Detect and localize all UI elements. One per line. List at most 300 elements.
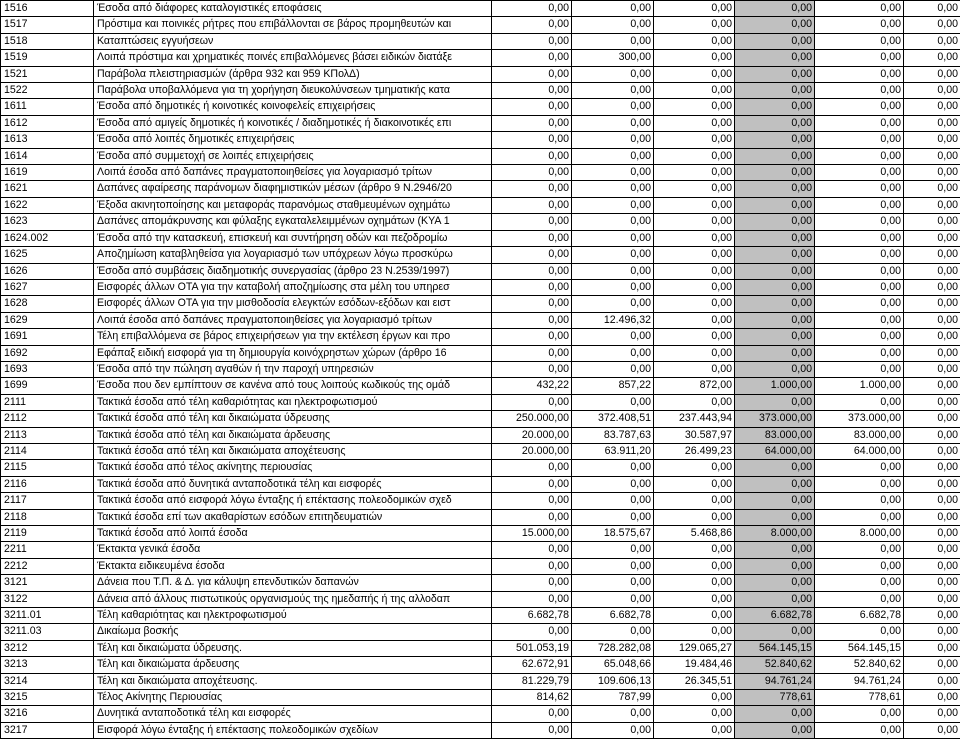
cell-description[interactable]: Λοιπά έσοδα από δαπάνες πραγματοποιηθείσες για λογαριασμό τρίτων xyxy=(94,312,492,328)
cell-value-2[interactable]: 65.048,66 xyxy=(572,657,654,673)
cell-code[interactable]: 1691 xyxy=(1,329,94,345)
cell-value-6[interactable]: 0,00 xyxy=(904,279,960,295)
cell-value-3[interactable]: 0,00 xyxy=(654,460,735,476)
cell-value-5[interactable]: 0,00 xyxy=(815,296,904,312)
cell-value-3[interactable]: 30.587,97 xyxy=(654,427,735,443)
cell-value-2[interactable]: 0,00 xyxy=(572,230,654,246)
cell-value-4[interactable]: 0,00 xyxy=(735,706,815,722)
cell-code[interactable]: 1627 xyxy=(1,279,94,295)
cell-code[interactable]: 1517 xyxy=(1,17,94,33)
cell-value-6[interactable]: 0,00 xyxy=(904,361,960,377)
cell-value-2[interactable]: 0,00 xyxy=(572,329,654,345)
cell-value-4[interactable]: 0,00 xyxy=(735,575,815,591)
cell-code[interactable]: 3214 xyxy=(1,673,94,689)
cell-value-5[interactable]: 0,00 xyxy=(815,591,904,607)
cell-value-6[interactable]: 0,00 xyxy=(904,411,960,427)
cell-value-4[interactable]: 6.682,78 xyxy=(735,608,815,624)
cell-description[interactable]: Δικαίωμα βοσκής xyxy=(94,624,492,640)
cell-value-2[interactable]: 0,00 xyxy=(572,279,654,295)
cell-value-1[interactable]: 0,00 xyxy=(492,575,572,591)
cell-description[interactable]: Έκτακτα γενικά έσοδα xyxy=(94,542,492,558)
cell-code[interactable]: 1619 xyxy=(1,165,94,181)
cell-value-2[interactable]: 372.408,51 xyxy=(572,411,654,427)
cell-value-2[interactable]: 0,00 xyxy=(572,115,654,131)
cell-value-5[interactable]: 0,00 xyxy=(815,624,904,640)
cell-value-3[interactable]: 0,00 xyxy=(654,50,735,66)
cell-code[interactable]: 3217 xyxy=(1,722,94,738)
cell-code[interactable]: 2212 xyxy=(1,558,94,574)
cell-description[interactable]: Τέλη καθαριότητας και ηλεκτροφωτισμού xyxy=(94,608,492,624)
cell-value-6[interactable]: 0,00 xyxy=(904,640,960,656)
cell-value-2[interactable]: 109.606,13 xyxy=(572,673,654,689)
cell-value-3[interactable]: 0,00 xyxy=(654,624,735,640)
cell-value-6[interactable]: 0,00 xyxy=(904,591,960,607)
cell-value-6[interactable]: 0,00 xyxy=(904,50,960,66)
cell-value-6[interactable]: 0,00 xyxy=(904,509,960,525)
cell-value-2[interactable]: 0,00 xyxy=(572,214,654,230)
cell-value-2[interactable]: 6.682,78 xyxy=(572,608,654,624)
cell-value-1[interactable]: 0,00 xyxy=(492,329,572,345)
cell-code[interactable]: 1699 xyxy=(1,378,94,394)
cell-value-5[interactable]: 0,00 xyxy=(815,50,904,66)
cell-value-4[interactable]: 0,00 xyxy=(735,1,815,17)
cell-value-3[interactable]: 0,00 xyxy=(654,591,735,607)
cell-value-5[interactable]: 0,00 xyxy=(815,148,904,164)
cell-value-4[interactable]: 8.000,00 xyxy=(735,526,815,542)
cell-code[interactable]: 1629 xyxy=(1,312,94,328)
cell-value-1[interactable]: 0,00 xyxy=(492,83,572,99)
cell-value-2[interactable]: 0,00 xyxy=(572,263,654,279)
cell-value-6[interactable]: 0,00 xyxy=(904,33,960,49)
cell-value-3[interactable]: 5.468,86 xyxy=(654,526,735,542)
cell-value-4[interactable]: 0,00 xyxy=(735,722,815,738)
cell-value-1[interactable]: 6.682,78 xyxy=(492,608,572,624)
cell-value-6[interactable]: 0,00 xyxy=(904,526,960,542)
cell-code[interactable]: 3215 xyxy=(1,690,94,706)
cell-value-2[interactable]: 300,00 xyxy=(572,50,654,66)
cell-value-3[interactable]: 0,00 xyxy=(654,542,735,558)
cell-value-2[interactable]: 0,00 xyxy=(572,558,654,574)
cell-code[interactable]: 1692 xyxy=(1,345,94,361)
cell-value-5[interactable]: 0,00 xyxy=(815,99,904,115)
cell-value-1[interactable]: 0,00 xyxy=(492,476,572,492)
cell-value-2[interactable]: 0,00 xyxy=(572,148,654,164)
cell-value-2[interactable]: 0,00 xyxy=(572,624,654,640)
cell-description[interactable]: Έσοδα από αμιγείς δημοτικές ή κοινοτικές / διαδημοτικές ή διακοινοτικές επι xyxy=(94,115,492,131)
cell-value-5[interactable]: 64.000,00 xyxy=(815,443,904,459)
cell-value-4[interactable]: 0,00 xyxy=(735,99,815,115)
cell-value-5[interactable]: 0,00 xyxy=(815,279,904,295)
cell-code[interactable]: 1626 xyxy=(1,263,94,279)
cell-value-5[interactable]: 0,00 xyxy=(815,476,904,492)
cell-value-2[interactable]: 0,00 xyxy=(572,706,654,722)
cell-value-3[interactable]: 0,00 xyxy=(654,296,735,312)
cell-value-5[interactable]: 0,00 xyxy=(815,17,904,33)
cell-value-2[interactable]: 0,00 xyxy=(572,361,654,377)
cell-value-6[interactable]: 0,00 xyxy=(904,657,960,673)
cell-code[interactable]: 2115 xyxy=(1,460,94,476)
cell-value-5[interactable]: 0,00 xyxy=(815,263,904,279)
cell-value-2[interactable]: 0,00 xyxy=(572,83,654,99)
cell-value-4[interactable]: 564.145,15 xyxy=(735,640,815,656)
cell-value-6[interactable]: 0,00 xyxy=(904,608,960,624)
cell-value-2[interactable]: 0,00 xyxy=(572,394,654,410)
cell-value-4[interactable]: 0,00 xyxy=(735,476,815,492)
cell-description[interactable]: Έσοδα από διάφορες καταλογιστικές εποφάσεις xyxy=(94,1,492,17)
cell-value-4[interactable]: 94.761,24 xyxy=(735,673,815,689)
cell-value-3[interactable]: 0,00 xyxy=(654,148,735,164)
cell-value-1[interactable]: 0,00 xyxy=(492,312,572,328)
cell-description[interactable]: Εφάπαξ ειδική εισφορά για τη δημιουργία κοινόχρηστων χώρων (άρθρο 16 xyxy=(94,345,492,361)
cell-description[interactable]: Δαπάνες αφαίρεσης παράνομων διαφημιστικών μέσων (άρθρο 9 Ν.2946/20 xyxy=(94,181,492,197)
cell-value-3[interactable]: 129.065,27 xyxy=(654,640,735,656)
cell-value-6[interactable]: 0,00 xyxy=(904,214,960,230)
cell-value-4[interactable]: 0,00 xyxy=(735,66,815,82)
cell-value-5[interactable]: 0,00 xyxy=(815,706,904,722)
cell-value-4[interactable]: 0,00 xyxy=(735,493,815,509)
cell-value-6[interactable]: 0,00 xyxy=(904,115,960,131)
cell-value-3[interactable]: 0,00 xyxy=(654,132,735,148)
cell-value-1[interactable]: 0,00 xyxy=(492,361,572,377)
cell-value-1[interactable]: 0,00 xyxy=(492,279,572,295)
cell-value-4[interactable]: 0,00 xyxy=(735,165,815,181)
cell-value-2[interactable]: 0,00 xyxy=(572,722,654,738)
cell-code[interactable]: 1518 xyxy=(1,33,94,49)
cell-value-2[interactable]: 63.911,20 xyxy=(572,443,654,459)
cell-value-5[interactable]: 0,00 xyxy=(815,558,904,574)
cell-value-2[interactable]: 0,00 xyxy=(572,509,654,525)
cell-description[interactable]: Τακτικά έσοδα από τέλη και δικαιώματα ύδρευσης xyxy=(94,411,492,427)
cell-value-1[interactable]: 0,00 xyxy=(492,148,572,164)
cell-value-3[interactable]: 0,00 xyxy=(654,66,735,82)
cell-value-5[interactable]: 0,00 xyxy=(815,575,904,591)
cell-value-5[interactable]: 373.000,00 xyxy=(815,411,904,427)
cell-value-5[interactable]: 0,00 xyxy=(815,493,904,509)
cell-value-1[interactable]: 0,00 xyxy=(492,1,572,17)
cell-value-3[interactable]: 0,00 xyxy=(654,33,735,49)
cell-value-1[interactable]: 0,00 xyxy=(492,247,572,263)
cell-value-3[interactable]: 0,00 xyxy=(654,493,735,509)
cell-value-4[interactable]: 0,00 xyxy=(735,279,815,295)
cell-value-1[interactable]: 20.000,00 xyxy=(492,427,572,443)
cell-value-3[interactable]: 26.499,23 xyxy=(654,443,735,459)
cell-value-5[interactable]: 0,00 xyxy=(815,345,904,361)
cell-value-6[interactable]: 0,00 xyxy=(904,690,960,706)
cell-value-5[interactable]: 52.840,62 xyxy=(815,657,904,673)
cell-value-6[interactable]: 0,00 xyxy=(904,460,960,476)
cell-value-1[interactable]: 81.229,79 xyxy=(492,673,572,689)
cell-value-1[interactable]: 0,00 xyxy=(492,706,572,722)
cell-value-1[interactable]: 0,00 xyxy=(492,214,572,230)
cell-code[interactable]: 1621 xyxy=(1,181,94,197)
cell-value-6[interactable]: 0,00 xyxy=(904,312,960,328)
cell-value-6[interactable]: 0,00 xyxy=(904,394,960,410)
cell-value-1[interactable]: 0,00 xyxy=(492,509,572,525)
cell-value-5[interactable]: 564.145,15 xyxy=(815,640,904,656)
cell-value-2[interactable]: 0,00 xyxy=(572,165,654,181)
cell-description[interactable]: Τακτικά έσοδα από τέλη και δικαιώματα άρδευσης xyxy=(94,427,492,443)
cell-description[interactable]: Έσοδα από την κατασκευή, επισκευή και συντήρηση οδών και πεζοδρομίω xyxy=(94,230,492,246)
cell-value-4[interactable]: 0,00 xyxy=(735,460,815,476)
cell-description[interactable]: Δάνεια που Τ.Π. & Δ. για κάλυψη επενδυτικών δαπανών xyxy=(94,575,492,591)
cell-value-5[interactable]: 0,00 xyxy=(815,230,904,246)
cell-description[interactable]: Παράβολα υποβαλλόμενα για τη χορήγηση διευκολύνσεων τμηματικής κατα xyxy=(94,83,492,99)
cell-value-5[interactable]: 0,00 xyxy=(815,115,904,131)
cell-value-3[interactable]: 0,00 xyxy=(654,345,735,361)
cell-value-3[interactable]: 0,00 xyxy=(654,394,735,410)
cell-value-4[interactable]: 0,00 xyxy=(735,132,815,148)
cell-value-6[interactable]: 0,00 xyxy=(904,722,960,738)
cell-value-6[interactable]: 0,00 xyxy=(904,624,960,640)
cell-value-4[interactable]: 0,00 xyxy=(735,115,815,131)
cell-value-1[interactable]: 15.000,00 xyxy=(492,526,572,542)
cell-value-1[interactable]: 0,00 xyxy=(492,296,572,312)
cell-value-6[interactable]: 0,00 xyxy=(904,296,960,312)
cell-value-1[interactable]: 0,00 xyxy=(492,197,572,213)
cell-code[interactable]: 2116 xyxy=(1,476,94,492)
cell-value-1[interactable]: 0,00 xyxy=(492,263,572,279)
cell-value-2[interactable]: 0,00 xyxy=(572,17,654,33)
cell-description[interactable]: Τέλη και δικαιώματα άρδευσης xyxy=(94,657,492,673)
cell-value-4[interactable]: 0,00 xyxy=(735,83,815,99)
cell-value-2[interactable]: 0,00 xyxy=(572,132,654,148)
cell-value-1[interactable]: 0,00 xyxy=(492,542,572,558)
cell-value-5[interactable]: 0,00 xyxy=(815,66,904,82)
cell-value-5[interactable]: 0,00 xyxy=(815,132,904,148)
cell-value-1[interactable]: 0,00 xyxy=(492,165,572,181)
cell-code[interactable]: 1693 xyxy=(1,361,94,377)
cell-value-1[interactable]: 432,22 xyxy=(492,378,572,394)
cell-description[interactable]: Τακτικά έσοδα επί των ακαθαρίστων εσόδων επιτηδευματιών xyxy=(94,509,492,525)
cell-value-6[interactable]: 0,00 xyxy=(904,476,960,492)
cell-code[interactable]: 3213 xyxy=(1,657,94,673)
cell-code[interactable]: 2117 xyxy=(1,493,94,509)
cell-value-4[interactable]: 0,00 xyxy=(735,558,815,574)
cell-value-2[interactable]: 787,99 xyxy=(572,690,654,706)
cell-code[interactable]: 1625 xyxy=(1,247,94,263)
cell-code[interactable]: 1519 xyxy=(1,50,94,66)
cell-code[interactable]: 2119 xyxy=(1,526,94,542)
cell-value-6[interactable]: 0,00 xyxy=(904,673,960,689)
cell-value-6[interactable]: 0,00 xyxy=(904,493,960,509)
cell-value-4[interactable]: 64.000,00 xyxy=(735,443,815,459)
cell-description[interactable]: Τέλη και δικαιώματα αποχέτευσης. xyxy=(94,673,492,689)
cell-value-4[interactable]: 0,00 xyxy=(735,345,815,361)
cell-value-5[interactable]: 94.761,24 xyxy=(815,673,904,689)
cell-value-1[interactable]: 0,00 xyxy=(492,591,572,607)
cell-code[interactable]: 1611 xyxy=(1,99,94,115)
cell-value-6[interactable]: 0,00 xyxy=(904,132,960,148)
cell-code[interactable]: 1612 xyxy=(1,115,94,131)
cell-code[interactable]: 1622 xyxy=(1,197,94,213)
cell-value-4[interactable]: 0,00 xyxy=(735,230,815,246)
cell-value-5[interactable]: 0,00 xyxy=(815,361,904,377)
cell-value-3[interactable]: 0,00 xyxy=(654,690,735,706)
cell-value-3[interactable]: 0,00 xyxy=(654,247,735,263)
cell-value-3[interactable]: 0,00 xyxy=(654,608,735,624)
cell-value-3[interactable]: 0,00 xyxy=(654,329,735,345)
cell-code[interactable]: 2118 xyxy=(1,509,94,525)
cell-description[interactable]: Τέλος Ακίνητης Περιουσίας xyxy=(94,690,492,706)
cell-value-6[interactable]: 0,00 xyxy=(904,378,960,394)
cell-value-2[interactable]: 0,00 xyxy=(572,181,654,197)
cell-value-6[interactable]: 0,00 xyxy=(904,181,960,197)
cell-description[interactable]: Παράβολα πλειστηριασμών (άρθρα 932 και 959 ΚΠολΔ) xyxy=(94,66,492,82)
cell-description[interactable]: Έσοδα από συμμετοχή σε λοιπές επιχειρήσεις xyxy=(94,148,492,164)
cell-value-4[interactable]: 0,00 xyxy=(735,263,815,279)
cell-value-4[interactable]: 0,00 xyxy=(735,361,815,377)
cell-code[interactable]: 1614 xyxy=(1,148,94,164)
cell-code[interactable]: 3122 xyxy=(1,591,94,607)
cell-description[interactable]: Τακτικά έσοδα από λοιπά έσοδα xyxy=(94,526,492,542)
cell-value-4[interactable]: 0,00 xyxy=(735,624,815,640)
cell-value-1[interactable]: 0,00 xyxy=(492,345,572,361)
cell-value-3[interactable]: 26.345,51 xyxy=(654,673,735,689)
cell-value-3[interactable]: 19.484,46 xyxy=(654,657,735,673)
cell-value-1[interactable]: 0,00 xyxy=(492,181,572,197)
cell-value-3[interactable]: 0,00 xyxy=(654,1,735,17)
cell-value-5[interactable]: 0,00 xyxy=(815,247,904,263)
cell-value-1[interactable]: 814,62 xyxy=(492,690,572,706)
cell-value-6[interactable]: 0,00 xyxy=(904,706,960,722)
cell-value-5[interactable]: 0,00 xyxy=(815,312,904,328)
cell-value-2[interactable]: 0,00 xyxy=(572,1,654,17)
cell-value-6[interactable]: 0,00 xyxy=(904,329,960,345)
cell-code[interactable]: 3216 xyxy=(1,706,94,722)
cell-value-2[interactable]: 0,00 xyxy=(572,460,654,476)
cell-description[interactable]: Λοιπά έσοδα από δαπάνες πραγματοποιηθείσες για λογαριασμό τρίτων xyxy=(94,165,492,181)
cell-value-3[interactable]: 0,00 xyxy=(654,165,735,181)
cell-description[interactable]: Δυνητικά ανταποδοτικά τέλη και εισφορές xyxy=(94,706,492,722)
cell-value-4[interactable]: 0,00 xyxy=(735,591,815,607)
cell-description[interactable]: Έξοδα ακινητοποίησης και μεταφοράς παρανόμως σταθμευμένων οχημάτω xyxy=(94,197,492,213)
cell-value-2[interactable]: 0,00 xyxy=(572,591,654,607)
cell-value-2[interactable]: 0,00 xyxy=(572,99,654,115)
cell-code[interactable]: 3211.03 xyxy=(1,624,94,640)
cell-value-6[interactable]: 0,00 xyxy=(904,443,960,459)
cell-value-1[interactable]: 0,00 xyxy=(492,33,572,49)
cell-value-5[interactable]: 0,00 xyxy=(815,83,904,99)
cell-code[interactable]: 1516 xyxy=(1,1,94,17)
cell-description[interactable]: Τακτικά έσοδα από τέλη και δικαιώματα αποχέτευσης xyxy=(94,443,492,459)
cell-description[interactable]: Δάνεια από άλλους πιστωτικούς οργανισμούς της ημεδαπής ή της αλλοδαπ xyxy=(94,591,492,607)
cell-code[interactable]: 3121 xyxy=(1,575,94,591)
cell-value-2[interactable]: 0,00 xyxy=(572,345,654,361)
cell-code[interactable]: 1613 xyxy=(1,132,94,148)
cell-value-6[interactable]: 0,00 xyxy=(904,558,960,574)
cell-description[interactable]: Καταπτώσεις εγγυήσεων xyxy=(94,33,492,49)
cell-value-3[interactable]: 0,00 xyxy=(654,83,735,99)
cell-value-1[interactable]: 62.672,91 xyxy=(492,657,572,673)
cell-value-1[interactable]: 0,00 xyxy=(492,50,572,66)
cell-value-5[interactable]: 0,00 xyxy=(815,394,904,410)
cell-value-1[interactable]: 501.053,19 xyxy=(492,640,572,656)
cell-description[interactable]: Τακτικά έσοδα από εισφορά λόγω ένταξης ή επέκτασης πολεοδομικών σχεδ xyxy=(94,493,492,509)
cell-value-4[interactable]: 0,00 xyxy=(735,542,815,558)
cell-value-3[interactable]: 0,00 xyxy=(654,706,735,722)
cell-value-2[interactable]: 0,00 xyxy=(572,66,654,82)
cell-value-5[interactable]: 0,00 xyxy=(815,214,904,230)
cell-value-6[interactable]: 0,00 xyxy=(904,263,960,279)
cell-value-3[interactable]: 0,00 xyxy=(654,722,735,738)
cell-value-1[interactable]: 250.000,00 xyxy=(492,411,572,427)
cell-code[interactable]: 2211 xyxy=(1,542,94,558)
cell-value-6[interactable]: 0,00 xyxy=(904,345,960,361)
cell-value-3[interactable]: 0,00 xyxy=(654,214,735,230)
cell-value-6[interactable]: 0,00 xyxy=(904,148,960,164)
cell-value-3[interactable]: 0,00 xyxy=(654,361,735,377)
cell-value-5[interactable]: 0,00 xyxy=(815,181,904,197)
cell-value-5[interactable]: 778,61 xyxy=(815,690,904,706)
cell-code[interactable]: 1624.002 xyxy=(1,230,94,246)
cell-value-5[interactable]: 6.682,78 xyxy=(815,608,904,624)
cell-value-4[interactable]: 0,00 xyxy=(735,509,815,525)
cell-value-4[interactable]: 0,00 xyxy=(735,296,815,312)
cell-value-1[interactable]: 0,00 xyxy=(492,17,572,33)
cell-description[interactable]: Τέλη επιβαλλόμενα σε βάρος επιχειρήσεων για την εκτέλεση έργων και προ xyxy=(94,329,492,345)
cell-value-3[interactable]: 0,00 xyxy=(654,263,735,279)
cell-value-1[interactable]: 0,00 xyxy=(492,132,572,148)
cell-description[interactable]: Τέλη και δικαιώματα ύδρευσης. xyxy=(94,640,492,656)
cell-value-5[interactable]: 0,00 xyxy=(815,460,904,476)
cell-value-3[interactable]: 0,00 xyxy=(654,476,735,492)
cell-value-4[interactable]: 0,00 xyxy=(735,50,815,66)
cell-value-1[interactable]: 0,00 xyxy=(492,558,572,574)
cell-description[interactable]: Αποζημίωση καταβληθείσα για λογαριασμό των υπόχρεων λόγω προσκύρω xyxy=(94,247,492,263)
cell-value-3[interactable]: 0,00 xyxy=(654,99,735,115)
cell-value-4[interactable]: 778,61 xyxy=(735,690,815,706)
cell-value-3[interactable]: 0,00 xyxy=(654,312,735,328)
cell-value-6[interactable]: 0,00 xyxy=(904,247,960,263)
cell-value-4[interactable]: 0,00 xyxy=(735,394,815,410)
cell-value-5[interactable]: 8.000,00 xyxy=(815,526,904,542)
cell-description[interactable]: Εισφορές άλλων ΟΤΑ για την μισθοδοσία ελεγκτών εσόδων-εξόδων και ειστ xyxy=(94,296,492,312)
cell-value-2[interactable]: 0,00 xyxy=(572,197,654,213)
cell-value-1[interactable]: 20.000,00 xyxy=(492,443,572,459)
cell-value-6[interactable]: 0,00 xyxy=(904,66,960,82)
cell-value-4[interactable]: 0,00 xyxy=(735,148,815,164)
cell-value-6[interactable]: 0,00 xyxy=(904,575,960,591)
cell-value-3[interactable]: 0,00 xyxy=(654,17,735,33)
cell-value-5[interactable]: 0,00 xyxy=(815,722,904,738)
cell-value-1[interactable]: 0,00 xyxy=(492,722,572,738)
cell-code[interactable]: 3211.01 xyxy=(1,608,94,624)
cell-value-4[interactable]: 0,00 xyxy=(735,33,815,49)
cell-value-2[interactable]: 728.282,08 xyxy=(572,640,654,656)
cell-value-4[interactable]: 0,00 xyxy=(735,312,815,328)
cell-code[interactable]: 3212 xyxy=(1,640,94,656)
cell-value-5[interactable]: 1.000,00 xyxy=(815,378,904,394)
cell-description[interactable]: Λοιπά πρόστιμα και χρηματικές ποινές επιβαλλόμενες βάσει ειδικών διατάξε xyxy=(94,50,492,66)
cell-value-2[interactable]: 12.496,32 xyxy=(572,312,654,328)
cell-value-1[interactable]: 0,00 xyxy=(492,460,572,476)
cell-description[interactable]: Εισφορά λόγω ένταξης ή επέκτασης πολεοδομικών σχεδίων xyxy=(94,722,492,738)
cell-value-6[interactable]: 0,00 xyxy=(904,197,960,213)
cell-value-5[interactable]: 83.000,00 xyxy=(815,427,904,443)
cell-value-6[interactable]: 0,00 xyxy=(904,427,960,443)
cell-description[interactable]: Έσοδα από δημοτικές ή κοινοτικές κοινοφελείς επιχειρήσεις xyxy=(94,99,492,115)
cell-value-2[interactable]: 0,00 xyxy=(572,33,654,49)
cell-code[interactable]: 2113 xyxy=(1,427,94,443)
cell-value-5[interactable]: 0,00 xyxy=(815,329,904,345)
cell-description[interactable]: Έσοδα από την πώληση αγαθών ή την παροχή υπηρεσιών xyxy=(94,361,492,377)
cell-description[interactable]: Έσοδα από συμβάσεις διαδημοτικής συνεργασίας (άρθρο 23 Ν.2539/1997) xyxy=(94,263,492,279)
cell-value-4[interactable]: 83.000,00 xyxy=(735,427,815,443)
cell-value-3[interactable]: 237.443,94 xyxy=(654,411,735,427)
cell-value-1[interactable]: 0,00 xyxy=(492,115,572,131)
cell-code[interactable]: 1521 xyxy=(1,66,94,82)
cell-value-6[interactable]: 0,00 xyxy=(904,83,960,99)
